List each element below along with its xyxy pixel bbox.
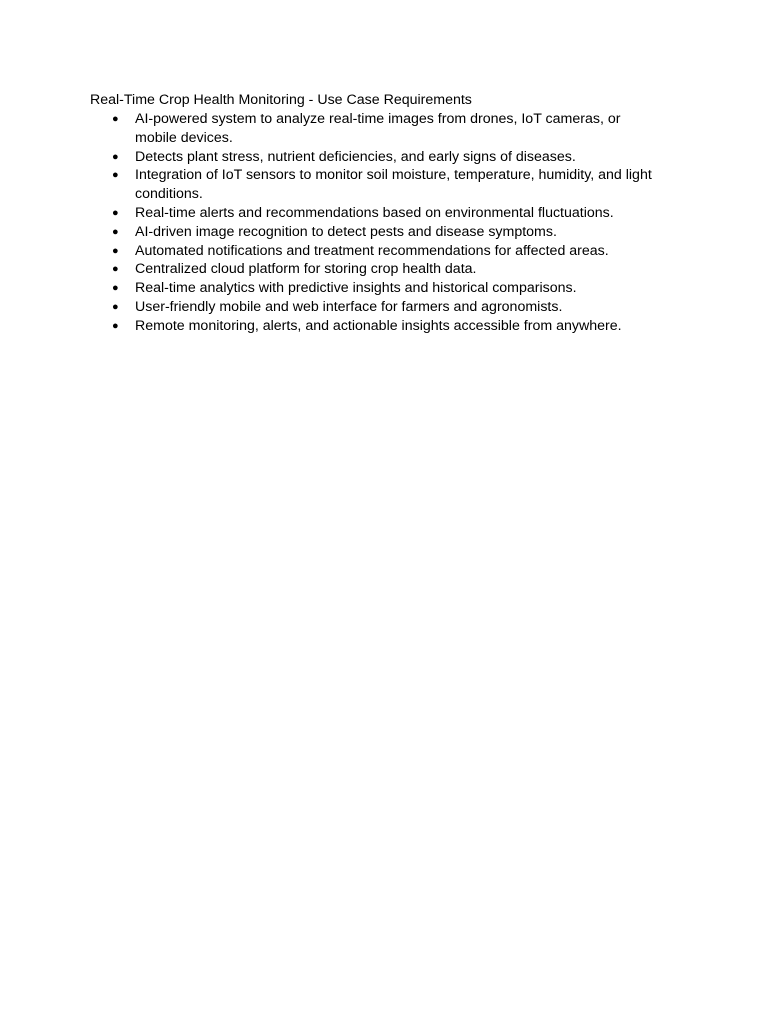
bullet-icon: ● <box>112 300 119 313</box>
list-item-text: AI-driven image recognition to detect pests and disease symptoms. <box>135 223 557 240</box>
list-item-text: Detects plant stress, nutrient deficiencies, and early signs of diseases. <box>135 148 576 165</box>
list-item <box>90 260 690 279</box>
list-item <box>90 148 690 167</box>
bullet-icon: ● <box>112 169 119 182</box>
list-item-text: Integration of IoT sensors to monitor soil moisture, temperature, humidity, and light conditions. <box>135 167 652 203</box>
list-item-text: Centralized cloud platform for storing crop health data. <box>135 261 477 278</box>
list-item-text: Automated notifications and treatment recommendations for affected areas. <box>135 242 609 259</box>
bullet-icon: ● <box>112 263 119 276</box>
list-item <box>90 204 690 223</box>
bullet-icon: ● <box>112 206 119 219</box>
list-item-text: Real-time alerts and recommendations based on environmental fluctuations. <box>135 204 614 221</box>
bullet-icon: ● <box>112 319 119 332</box>
document-title: Real-Time Crop Health Monitoring - Use Case Requirements <box>90 92 472 108</box>
list-item-text: User-friendly mobile and web interface for farmers and agronomists. <box>135 298 563 315</box>
list-item-text: Real-time analytics with predictive insights and historical comparisons. <box>135 280 577 297</box>
bullet-icon: ● <box>112 244 119 257</box>
list-item <box>90 317 690 336</box>
list-item <box>90 279 690 298</box>
requirements-list <box>90 110 690 336</box>
list-item-text: AI-powered system to analyze real-time images from drones, IoT cameras, or mobile devices. <box>135 111 621 146</box>
list-item <box>90 298 690 317</box>
list-item <box>90 223 690 242</box>
list-item <box>90 242 690 261</box>
bullet-icon: ● <box>112 282 119 295</box>
bullet-icon: ● <box>112 150 119 163</box>
list-item <box>90 110 690 148</box>
list-item-text: Remote monitoring, alerts, and actionable insights accessible from anywhere. <box>135 317 622 334</box>
document-body <box>90 91 690 336</box>
bullet-icon: ● <box>112 113 119 125</box>
bullet-icon: ● <box>112 225 119 238</box>
list-item <box>90 166 690 204</box>
